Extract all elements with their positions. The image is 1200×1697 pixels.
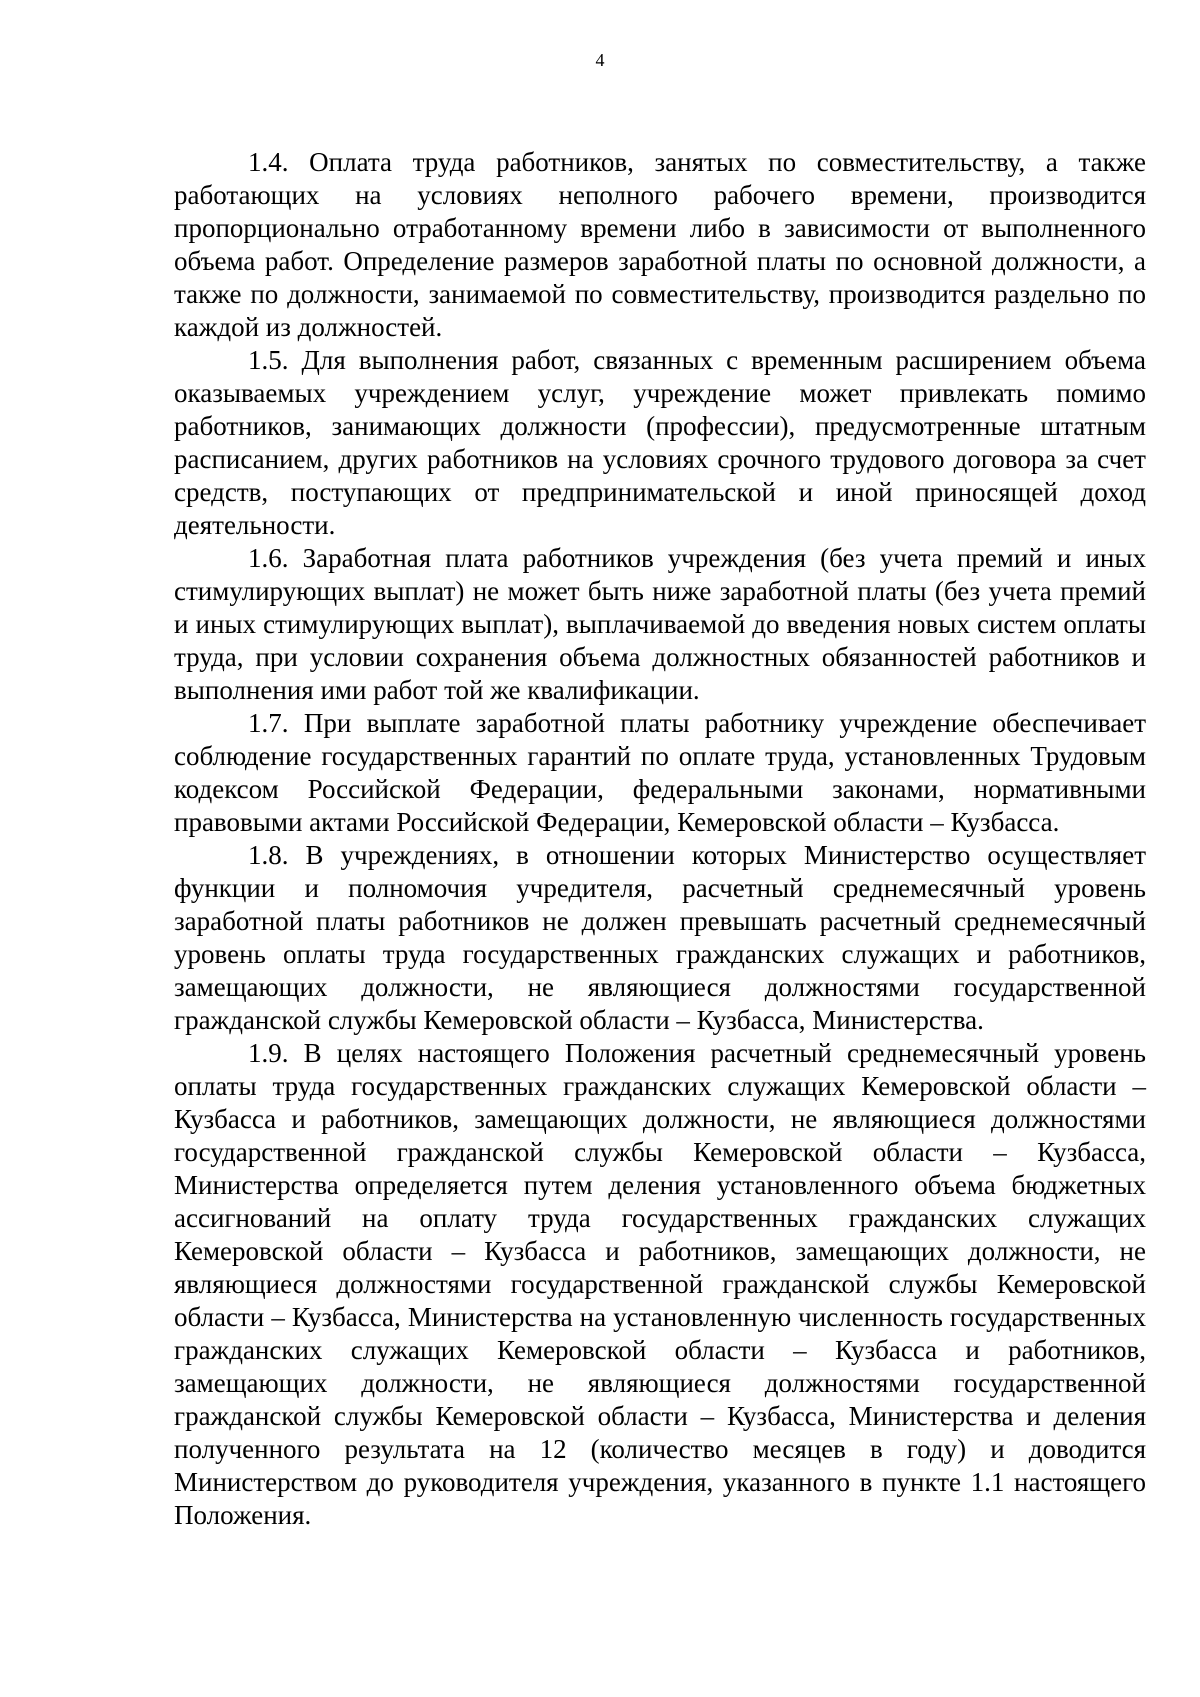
paragraph-1-6: 1.6. Заработная плата работников учреждения (без учета премий и иных стимулирующих выплат) не может быть ниже заработной платы (без учета премий и иных стимулирующих выплат), выплачиваемой до введения новых систем оплаты труда, при условии сохранения объема должностных обязанностей работников и выполнения ими работ той же квалификации. <box>174 543 1146 705</box>
paragraph-1-8: 1.8. В учреждениях, в отношении которых Министерство осуществляет функции и полномочия учредителя, расчетный среднемесячный уровень заработной платы работников не должен превышать расчетный среднемесячный уровень оплаты труда государственных гражданских служащих и работников, замещающих должности, не являющиеся должностями государственной гражданской службы Кемеровской области – Кузбасса, Министерства. <box>174 840 1146 1035</box>
paragraph-1-9: 1.9. В целях настоящего Положения расчетный среднемесячный уровень оплаты труда государственных гражданских служащих Кемеровской области – Кузбасса и работников, замещающих должности, не являющиеся должностями государственной гражданской службы Кемеровской области – Кузбасса, Министерства определяется путем деления установленного объема бюджетных ассигнований на оплату труда государственных гражданских служащих Кемеровской области – Кузбасса и работников, замещающих должности, не являющиеся должностями государственной гражданской службы Кемеровской области – Кузбасса, Министерства на установленную численность государственных гражданских служащих Кемеровской области – Кузбасса и работников, замещающих должности, не являющиеся должностями государственной гражданской службы Кемеровской области – Кузбасса, Министерства и деления полученного результата на 12 (количество месяцев в году) и доводится Министерством до руководителя учреждения, указанного в пункте 1.1 настоящего Положения. <box>174 1038 1146 1530</box>
document-body <box>174 146 1146 1532</box>
page-number: 4 <box>595 50 605 70</box>
paragraph-1-4: 1.4. Оплата труда работников, занятых по совместительству, а также работающих на условиях неполного рабочего времени, производится пропорционально отработанному времени либо в зависимости от выполненного объема работ. Определение размеров заработной платы по основной должности, а также по должности, занимаемой по совместительству, производится раздельно по каждой из должностей. <box>174 147 1146 342</box>
paragraph-1-5: 1.5. Для выполнения работ, связанных с временным расширением объема оказываемых учреждением услуг, учреждение может привлекать помимо работников, занимающих должности (профессии), предусмотренные штатным расписанием, других работников на условиях срочного трудового договора за счет средств, поступающих от предпринимательской и иной приносящей доход деятельности. <box>174 345 1146 540</box>
paragraph-1-7: 1.7. При выплате заработной платы работнику учреждение обеспечивает соблюдение государственных гарантий по оплате труда, установленных Трудовым кодексом Российской Федерации, федеральными законами, нормативными правовыми актами Российской Федерации, Кемеровской области – Кузбасса. <box>174 708 1146 837</box>
